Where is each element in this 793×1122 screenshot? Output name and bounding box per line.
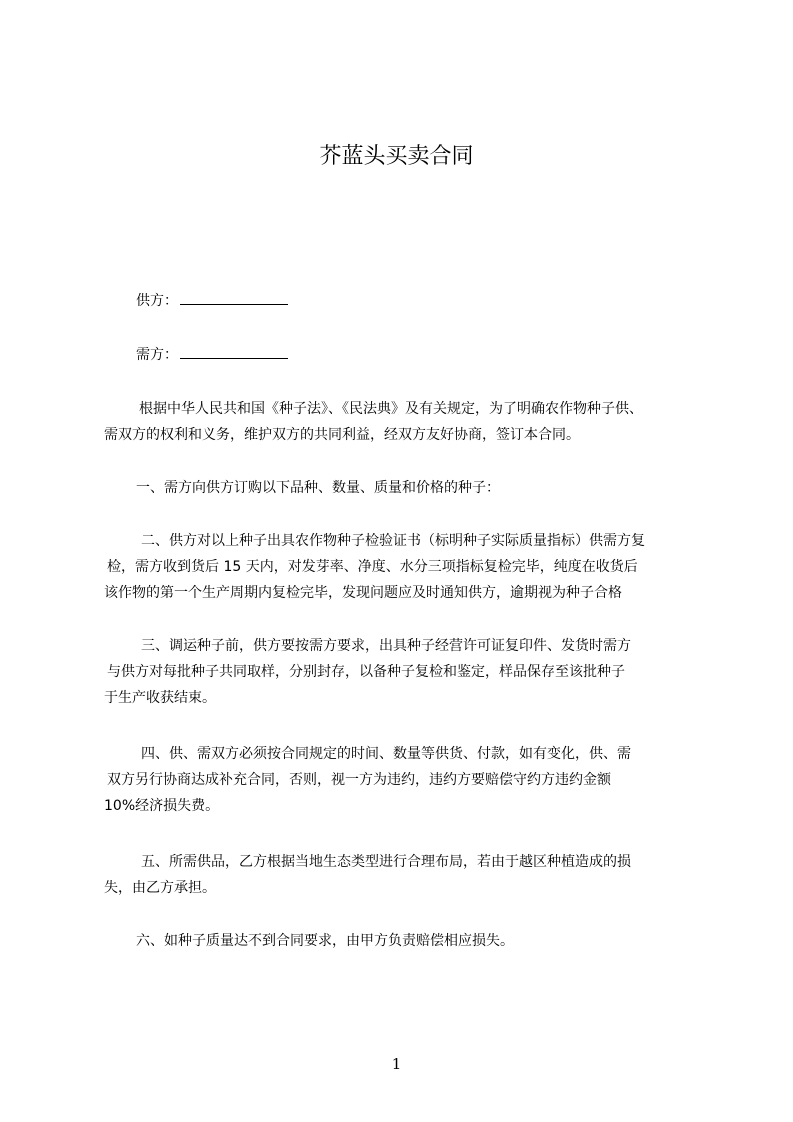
clause-6 [104, 928, 704, 954]
buyer-blank [180, 344, 288, 359]
paragraph-line: 需双方的权利和义务，维护双方的共同利益，经双方友好协商，签订本合同。 [104, 427, 580, 443]
intro-paragraph [104, 396, 704, 448]
paragraph-line: 三、调运种子前，供方要按需方要求，出具种子经营许可证复印件、发货时需方 [141, 638, 631, 654]
paragraph-line: 一、需方向供方订购以下品种、数量、质量和价格的种子： [136, 480, 500, 496]
paragraph-line: 检，需方收到货后 15 天内，对发芽率、净度、水分三项指标复检完毕，纯度在收货后 [107, 559, 638, 575]
buyer-line [136, 344, 288, 365]
paragraph-line: 六、如种子质量达不到合同要求，由甲方负责赔偿相应损失。 [136, 933, 514, 949]
supplier-line [136, 290, 288, 311]
clause-2 [104, 528, 704, 606]
clause-3 [104, 633, 704, 711]
paragraph-line: 该作物的第一个生产周期内复检完毕，发现问题应及时通知供方，逾期视为种子合格 [104, 585, 622, 601]
page-number: 1 [391, 1055, 402, 1073]
paragraph-line: 二、供方对以上种子出具农作物种子检验证书（标明种子实际质量指标）供需方复 [141, 533, 645, 549]
clause-5 [104, 849, 704, 901]
clause-4 [104, 741, 704, 819]
paragraph-line: 10%经济损失费。 [104, 798, 220, 814]
clause-1 [104, 475, 704, 501]
supplier-blank [180, 290, 288, 305]
document-title: 芥蓝头买卖合同 [319, 144, 474, 169]
supplier-label: 供方： [136, 293, 178, 309]
paragraph-line: 双方另行协商达成补充合同，否则，视一方为违约，违约方要赔偿守约方违约金额 [107, 772, 611, 788]
paragraph-line: 四、供、需双方必须按合同规定的时间、数量等供货、付款，如有变化，供、需 [141, 746, 631, 762]
buyer-label: 需方： [136, 347, 178, 363]
paragraph-line: 与供方对每批种子共同取样，分别封存，以备种子复检和鉴定，样品保存至该批种子 [107, 664, 625, 680]
paragraph-line: 失，由乙方承担。 [104, 880, 216, 896]
paragraph-line: 五、所需供品，乙方根据当地生态类型进行合理布局，若由于越区种植造成的损 [141, 854, 631, 870]
paragraph-line: 根据中华人民共和国《种子法》、《民法典》及有关规定，为了明确农作物种子供、 [139, 401, 643, 417]
paragraph-line: 于生产收获结束。 [104, 690, 216, 706]
